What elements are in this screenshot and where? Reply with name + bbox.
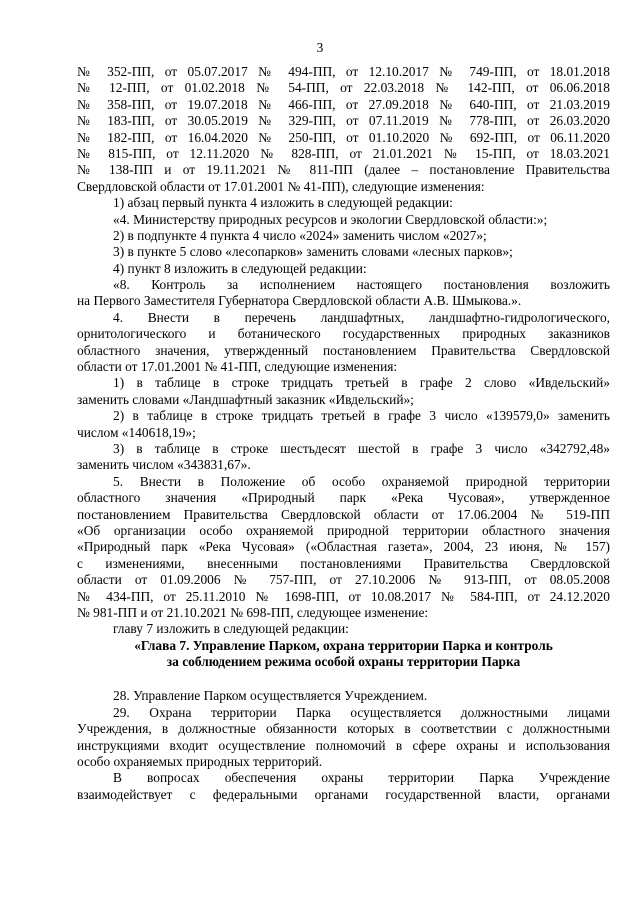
- text-line: 2) в таблице в строке тридцать третьей в графе 3 число «139579,0» заменить: [113, 408, 610, 424]
- text-line: «Об организации особо охраняемой природной территории областного значения: [77, 522, 610, 538]
- text-line: 1) в таблице в строке тридцать третьей в графе 2 слово «Ивдельский»: [113, 375, 610, 391]
- text-line: главу 7 изложить в следующей редакции:: [113, 621, 349, 637]
- text-line: № 815-ПП, от 12.11.2020 № 828-ПП, от 21.01.2021 № 15-ПП, от 18.03.2021: [77, 145, 610, 161]
- chapter-heading-line: за соблюдением режима особой охраны территории Парка: [166, 654, 521, 670]
- text-line: «8. Контроль за исполнением настоящего постановления возложить: [113, 277, 610, 293]
- document-body: [77, 64, 610, 803]
- text-line: постановлением Правительства Свердловской области от 17.06.2004 № 519-ПП: [77, 506, 610, 522]
- text-line: № 183-ПП, от 30.05.2019 № 329-ПП, от 07.11.2019 № 778-ПП, от 26.03.2020: [77, 113, 610, 129]
- text-line: с изменениями, внесенными постановлениями Правительства Свердловской: [77, 555, 610, 571]
- text-line: областного значения, утвержденный постановлением Правительства Свердловской: [77, 342, 610, 358]
- text-line: № 138-ПП и от 19.11.2021 № 811-ПП (далее – постановление Правительства: [77, 162, 610, 178]
- text-line: области от 17.01.2001 № 41-ПП, следующие изменения:: [77, 359, 398, 375]
- text-line: областного значения «Природный парк «Река Чусовая», утвержденное: [77, 490, 610, 506]
- text-line: 1) абзац первый пункта 4 изложить в следующей редакции:: [113, 195, 453, 211]
- text-line: 28. Управление Парком осуществляется Учреждением.: [113, 688, 428, 704]
- text-line: на Первого Заместителя Губернатора Свердловской области А.В. Шмыкова.».: [77, 293, 522, 309]
- text-line: № 434-ПП, от 25.11.2010 № 1698-ПП, от 10.08.2017 № 584-ПП, от 24.12.2020: [77, 588, 610, 604]
- text-line: Свердловской области от 17.01.2001 № 41-ПП), следующие изменения:: [77, 178, 485, 194]
- text-line: области от 01.09.2006 № 757-ПП, от 27.10.2006 № 913-ПП, от 08.05.2008: [77, 572, 610, 588]
- text-line: [77, 670, 610, 688]
- text-line: орнитологического и ботанического государственных природных заказников: [77, 326, 610, 342]
- text-line: «Природный парк «Река Чусовая» («Областная газета», 2004, 23 июня, № 157): [77, 539, 610, 555]
- text-line: 3) в пункте 5 слово «лесопарков» заменить словами «лесных парков»;: [113, 244, 513, 260]
- page-number: 3: [316, 40, 324, 55]
- text-line: 4) пункт 8 изложить в следующей редакции:: [113, 260, 367, 276]
- text-line: Учреждения, в должностные обязанности которых в соответствии с должностными: [77, 721, 610, 737]
- text-line: 3) в таблице в строке шестьдесят шестой в графе 3 число «342792,48»: [113, 440, 610, 456]
- text-line: № 981-ПП и от 21.10.2021 № 698-ПП, следующее изменение:: [77, 604, 429, 620]
- text-line: № 182-ПП, от 16.04.2020 № 250-ПП, от 01.10.2020 № 692-ПП, от 06.11.2020: [77, 129, 610, 145]
- text-line: заменить словами «Ландшафтный заказник «Ивдельский»;: [77, 391, 414, 407]
- text-line: 5. Внести в Положение об особо охраняемой природной территории: [113, 473, 610, 489]
- text-line: № 358-ПП, от 19.07.2018 № 466-ПП, от 27.09.2018 № 640-ПП, от 21.03.2019: [77, 96, 610, 112]
- chapter-heading-line: «Глава 7. Управление Парком, охрана территории Парка и контроль: [134, 637, 553, 653]
- text-line: особо охраняемых природных территорий.: [77, 754, 323, 770]
- text-line: В вопросах обеспечения охраны территории Парка Учреждение: [113, 770, 610, 786]
- text-line: числом «140618,19»;: [77, 424, 196, 440]
- text-line: № 12-ПП, от 01.02.2018 № 54-ПП, от 22.03.2018 № 142-ПП, от 06.06.2018: [77, 80, 610, 96]
- text-line: 4. Внести в перечень ландшафтных, ландшафтно-гидрологического,: [113, 309, 610, 325]
- text-line: заменить числом «343831,67».: [77, 457, 251, 473]
- text-line: 29. Охрана территории Парка осуществляется должностными лицами: [113, 704, 610, 720]
- text-line: взаимодействует с федеральными органами государственной власти, органами: [77, 786, 610, 802]
- text-line: 2) в подпункте 4 пункта 4 число «2024» заменить числом «2027»;: [113, 227, 487, 243]
- text-line: № 352-ПП, от 05.07.2017 № 494-ПП, от 12.10.2017 № 749-ПП, от 18.01.2018: [77, 64, 610, 79]
- text-line: инструкциями входит осуществление полномочий в сфере охраны и использования: [77, 737, 610, 753]
- text-line: «4. Министерству природных ресурсов и экологии Свердловской области:»;: [113, 211, 548, 227]
